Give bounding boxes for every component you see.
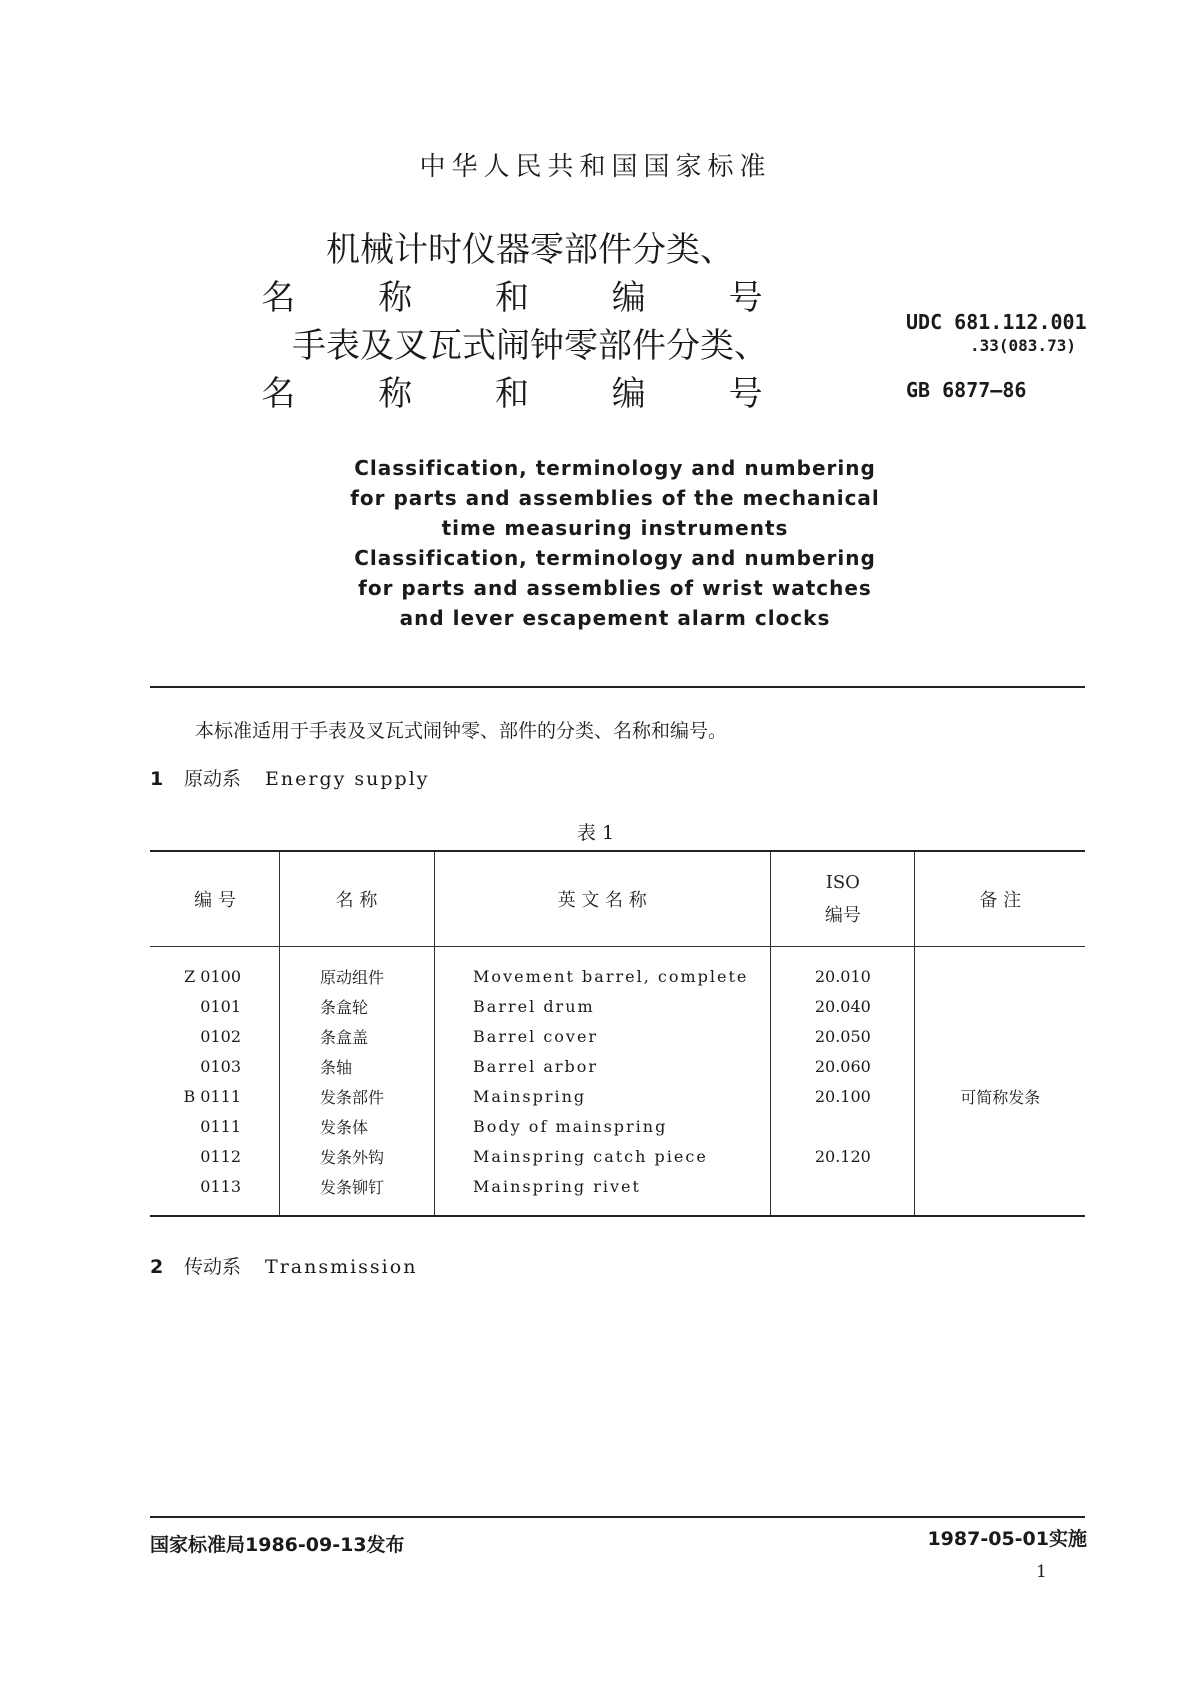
scope-paragraph: 本标准适用于手表及叉瓦式闹钟零、部件的分类、名称和编号。: [195, 720, 728, 742]
table-row: [150, 1111, 1085, 1141]
header-note: 备 注: [915, 851, 1085, 947]
cell-iso: 20.120: [771, 1141, 915, 1171]
cell-iso: [771, 1111, 915, 1141]
cell-name: 发条部件: [280, 1081, 435, 1111]
section-title-en: Transmission: [265, 1256, 418, 1278]
udc-code-extra: .33(083.73): [970, 336, 1076, 355]
header-code: 编 号: [150, 851, 280, 947]
cell-iso: 20.050: [771, 1021, 915, 1051]
cell-english: Mainspring rivet: [435, 1171, 771, 1216]
table-row: [150, 991, 1085, 1021]
cell-english: Movement barrel, complete: [435, 947, 771, 992]
title-en-line-5: for parts and assemblies of wrist watches: [358, 576, 872, 600]
section-title-zh: 原动系: [184, 768, 242, 790]
udc-code: UDC 681.112.001: [906, 310, 1087, 334]
cell-english: Mainspring: [435, 1081, 771, 1111]
implementation-date: 1987-05-01实施: [927, 1528, 1087, 1550]
cell-name: 发条体: [280, 1111, 435, 1141]
header-iso-line2: 编号: [824, 904, 861, 926]
table-row: [150, 1081, 1085, 1111]
table-row: [150, 1051, 1085, 1081]
cell-note: [915, 1171, 1085, 1216]
cell-note: [915, 1141, 1085, 1171]
cell-iso: 20.100: [771, 1081, 915, 1111]
cell-name: 发条铆钉: [280, 1171, 435, 1216]
header-divider: [150, 686, 1085, 688]
cell-name: 条盒轮: [280, 991, 435, 1021]
title-zh-line-2: 名 称 和 编 号: [261, 278, 799, 318]
section-heading-1: [150, 764, 430, 791]
table-header-row: [150, 851, 1085, 947]
title-en-line-2: for parts and assemblies of the mechanical: [350, 486, 880, 510]
title-zh-line-4: 名 称 和 编 号: [261, 374, 799, 414]
cell-name: 条轴: [280, 1051, 435, 1081]
cell-english: Barrel arbor: [435, 1051, 771, 1081]
section-number: 1: [150, 768, 164, 790]
cell-code: Z 0100: [184, 966, 241, 986]
section-title-en: Energy supply: [265, 768, 430, 790]
cell-code: 0113: [200, 1176, 241, 1196]
title-en-line-4: Classification, terminology and numbering: [354, 546, 876, 570]
cell-note: [915, 1111, 1085, 1141]
title-en-line-3: time measuring instruments: [441, 516, 789, 540]
country-standard-title: 中华人民共和国国家标准: [419, 152, 772, 182]
header-english: 英 文 名 称: [435, 851, 771, 947]
cell-note: [915, 991, 1085, 1021]
cell-note: [915, 1021, 1085, 1051]
publish-info: 国家标准局1986-09-13发布: [150, 1534, 405, 1556]
cell-english: Barrel drum: [435, 991, 771, 1021]
section-number: 2: [150, 1256, 164, 1278]
cell-english: Mainspring catch piece: [435, 1141, 771, 1171]
title-zh-line-3: 手表及叉瓦式闹钟零部件分类、: [292, 326, 768, 366]
cell-note: [915, 1051, 1085, 1081]
cell-code: 0101: [200, 996, 241, 1016]
table-row: [150, 1021, 1085, 1051]
title-en-line-6: and lever escapement alarm clocks: [399, 606, 831, 630]
title-en-line-1: Classification, terminology and numbering: [354, 456, 876, 480]
cell-iso: [771, 1171, 915, 1216]
parts-table: [150, 850, 1085, 1217]
gb-code: GB 6877—86: [906, 378, 1027, 402]
cell-code: 0102: [200, 1026, 241, 1046]
section-title-zh: 传动系: [184, 1256, 242, 1278]
cell-english: Body of mainspring: [435, 1111, 771, 1141]
cell-iso: 20.060: [771, 1051, 915, 1081]
section-heading-2: [150, 1252, 417, 1279]
cell-iso: 20.010: [771, 947, 915, 992]
table-row: [150, 1141, 1085, 1171]
table-row: [150, 1171, 1085, 1216]
header-iso-line1: ISO: [825, 871, 860, 893]
table-caption: 表 1: [576, 822, 615, 844]
cell-note: 可简称发条: [915, 1081, 1085, 1111]
cell-name: 发条外钩: [280, 1141, 435, 1171]
header-name: 名 称: [280, 851, 435, 947]
cell-iso: 20.040: [771, 991, 915, 1021]
cell-note: [915, 947, 1085, 992]
cell-name: 原动组件: [280, 947, 435, 992]
cell-code: 0112: [200, 1146, 241, 1166]
cell-code: 0103: [200, 1056, 241, 1076]
title-zh-line-1: 机械计时仪器零部件分类、: [326, 230, 734, 270]
cell-code: 0111: [200, 1116, 241, 1136]
cell-code: B 0111: [183, 1086, 241, 1106]
cell-english: Barrel cover: [435, 1021, 771, 1051]
page-number: 1: [1036, 1562, 1047, 1582]
table-row: [150, 947, 1085, 992]
header-iso: [771, 851, 915, 947]
cell-name: 条盒盖: [280, 1021, 435, 1051]
footer-divider: [150, 1516, 1085, 1518]
